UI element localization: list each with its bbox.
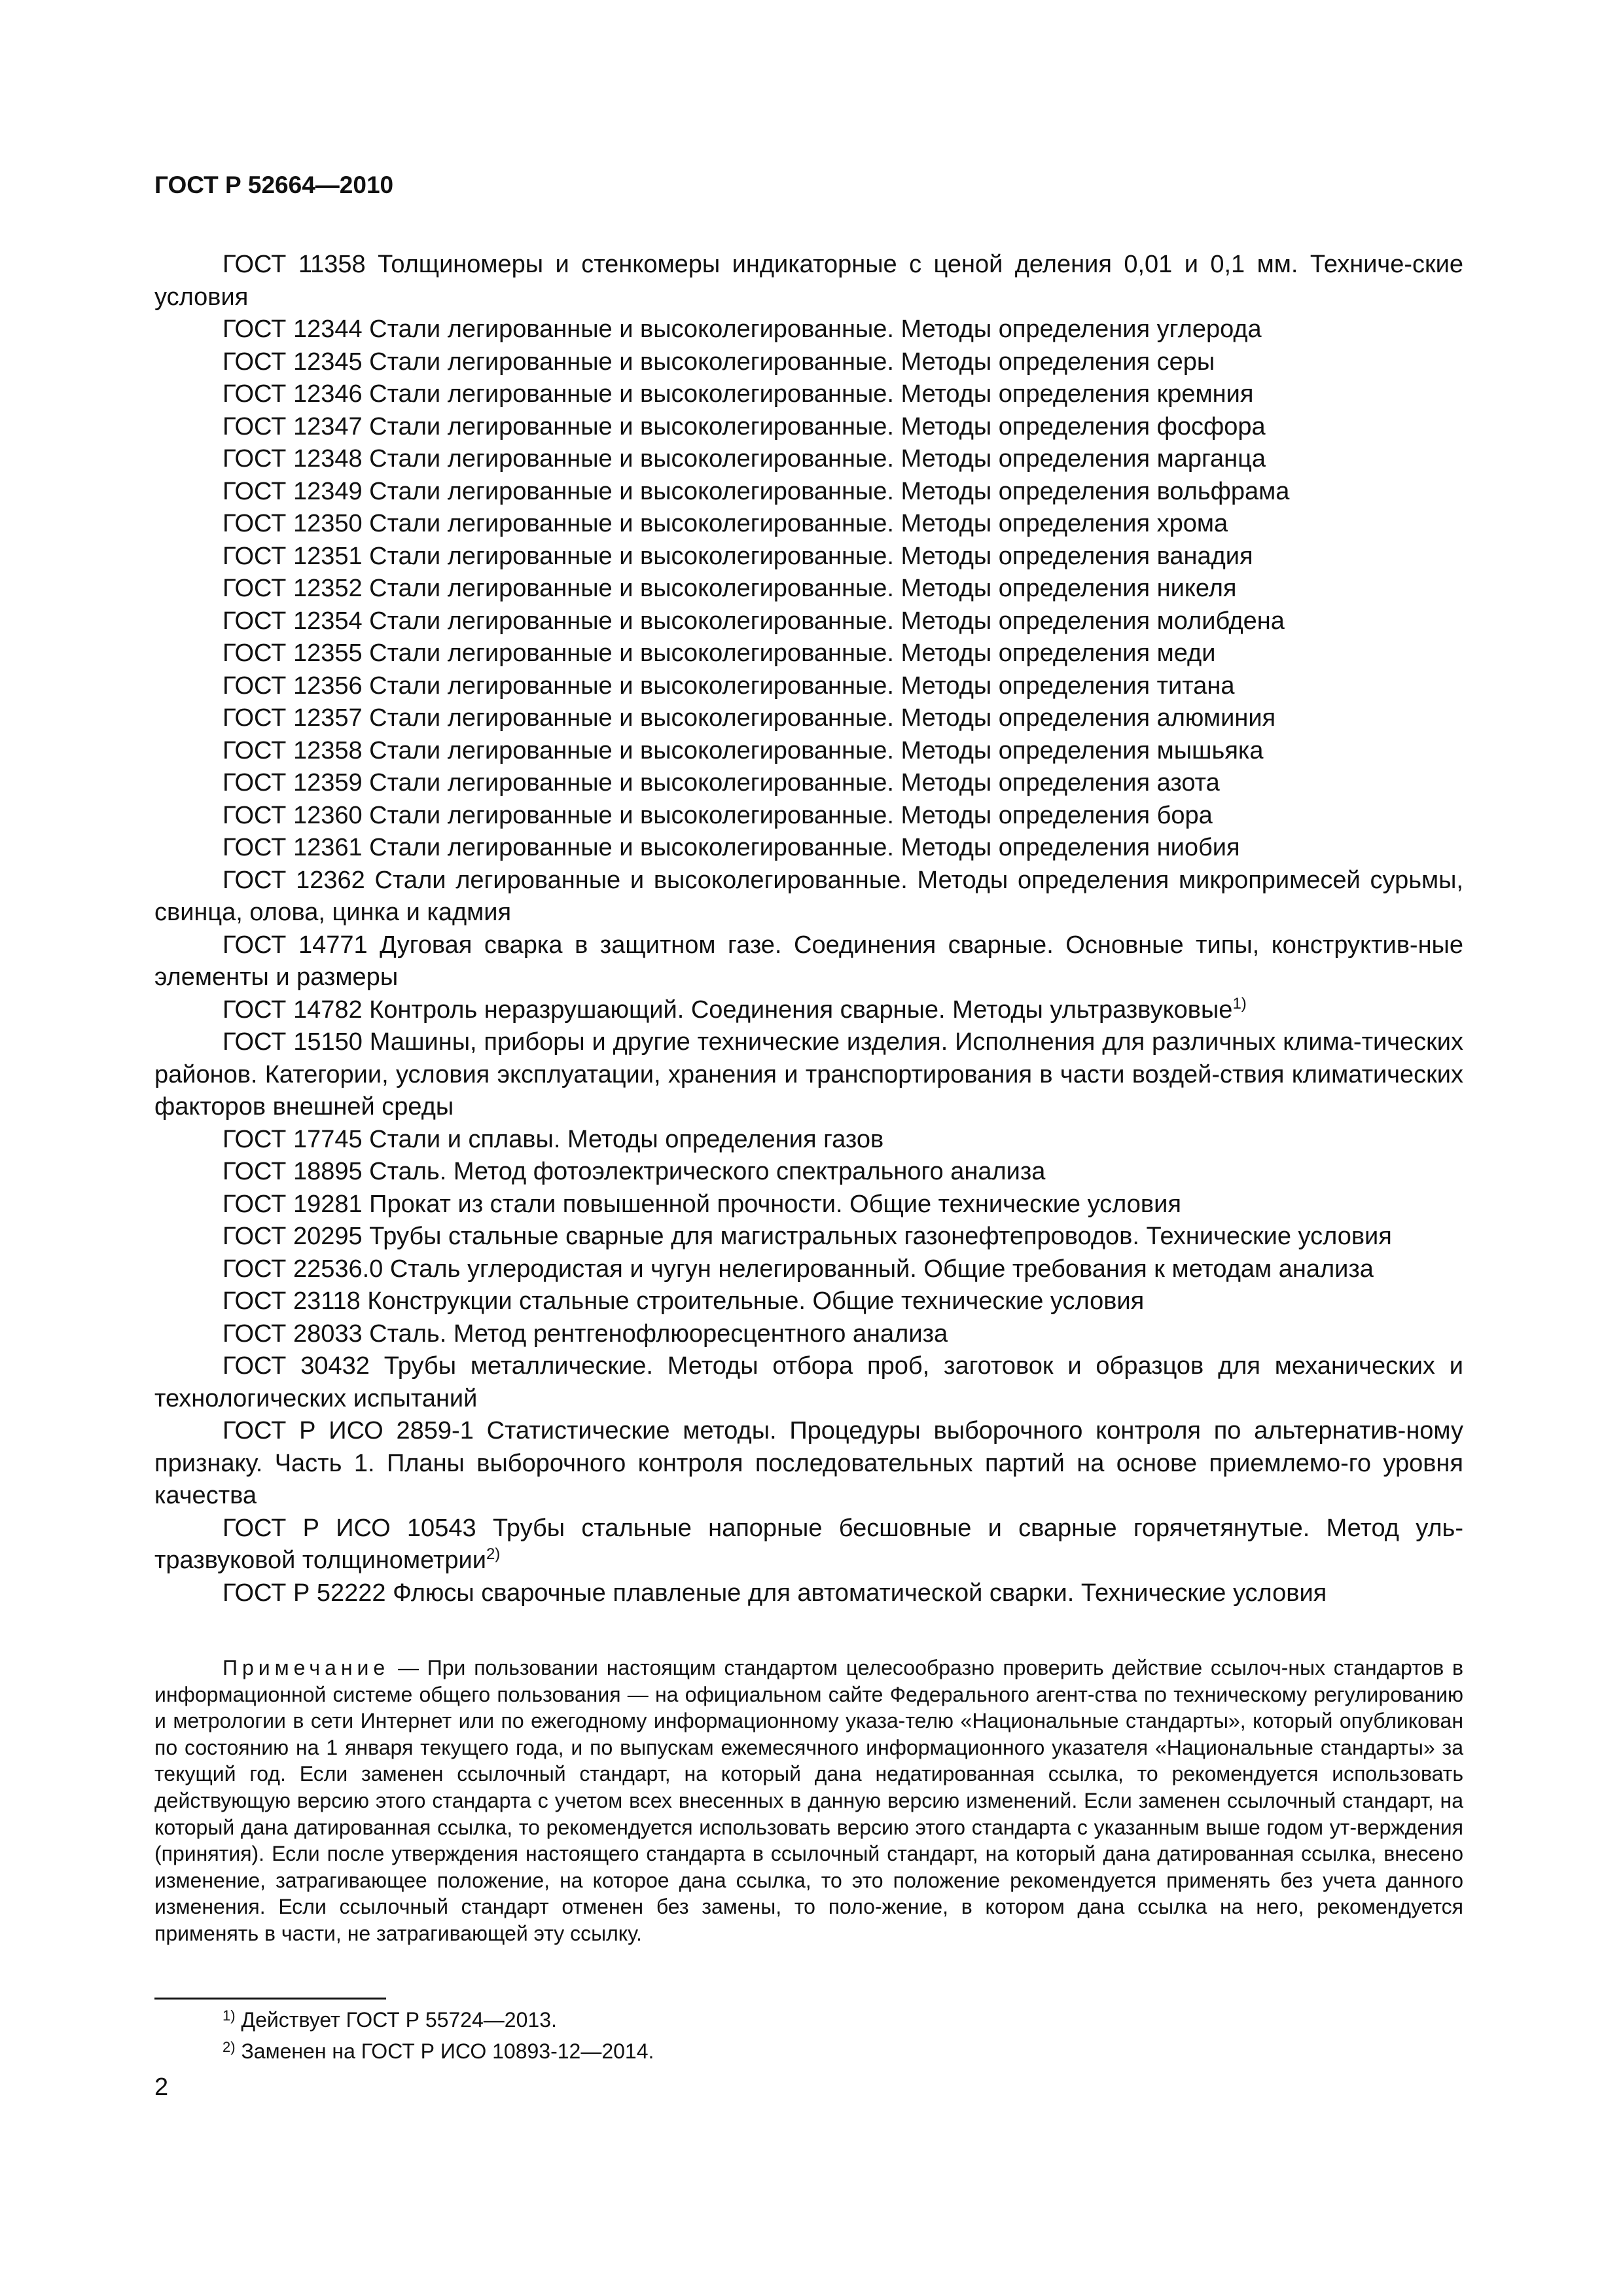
reference-item: ГОСТ 12356 Стали легированные и высоколегированные. Методы определения титана — [223, 672, 1235, 700]
reference-item: ГОСТ 12351 Стали легированные и высоколегированные. Методы определения ванадия — [223, 542, 1253, 570]
reference-item: ГОСТ 12362 Стали легированные и высоколегированные. Методы определения микропримесей сурьмы, свинца, олова, цинка и кадмия — [154, 866, 1463, 926]
reference-item: ГОСТ 17745 Стали и сплавы. Методы определения газов — [223, 1125, 884, 1153]
page-number: 2 — [154, 2073, 169, 2101]
reference-item: ГОСТ 12360 Стали легированные и высоколегированные. Методы определения бора — [223, 801, 1213, 829]
reference-item: ГОСТ 12349 Стали легированные и высоколегированные. Методы определения вольфрама — [223, 477, 1290, 505]
footnote-item: $^{1)}$ Действует ГОСТ Р 55724—2013. — [223, 2007, 557, 2032]
page-header: ГОСТ Р 52664—2010 — [154, 171, 394, 198]
reference-item: ГОСТ 28033 Сталь. Метод рентгенофлюоресцентного анализа — [223, 1319, 948, 1348]
reference-item: ГОСТ 19281 Прокат из стали повышенной прочности. Общие технические условия — [223, 1190, 1181, 1218]
reference-item: ГОСТ 12352 Стали легированные и высоколегированные. Методы определения никеля — [223, 575, 1237, 602]
footnote-divider — [154, 1998, 386, 2000]
note-label: Примечание — [223, 1656, 390, 1679]
footnote-ref-1: 1) — [1232, 994, 1247, 1013]
reference-item: ГОСТ 15150 Машины, приборы и другие технические изделия. Исполнения для различных клима-тических районов. Категории, условия эксплуатации, хранения и транспортирования в части воздей-ствия климатических факторов внешней среды — [154, 1028, 1463, 1121]
reference-item: ГОСТ 12346 Стали легированные и высоколегированные. Методы определения кремния — [223, 380, 1254, 408]
note-paragraph — [154, 1655, 1463, 1947]
reference-item: ГОСТ 11358 Толщиномеры и стенкомеры индикаторные с ценой деления 0,01 и 0,1 мм. Техниче-ские условия — [154, 251, 1463, 311]
reference-item: ГОСТ 30432 Трубы металлические. Методы отбора проб, заготовок и образцов для механических и технологических испытаний — [154, 1352, 1463, 1412]
reference-item: ГОСТ 12361 Стали легированные и высоколегированные. Методы определения ниобия — [223, 834, 1240, 861]
footnotes — [223, 2004, 654, 2067]
reference-item: ГОСТ Р 52222 Флюсы сварочные плавленые для автоматической сварки. Технические условия — [223, 1579, 1327, 1607]
normative-references-list — [154, 249, 1463, 1609]
note-text: — При пользовании настоящим стандартом целесообразно проверить действие ссылоч-ных стандартов в информационной системе общего пользования — на официальном сайте Федерального агент-ства по техническому регулированию и метрологии в сети Интернет или по ежегодному информационному указа-телю «Национальные стандарты», который опубликован по состоянию на 1 января текущего года, и по выпускам ежемесячного информационного указателя «Национальные стандарты» за текущий год. Если заменен ссылочный стандарт, на который дана недатированная ссылка, то рекомендуется использовать действующую версию этого стандарта с учетом всех внесенных в данную версию изменений. Если заменен ссылочный стандарт, на который дана датированная ссылка, то рекомендуется использовать версию этого стандарта с указанным выше годом ут-верждения (принятия). Если после утверждения настоящего стандарта в ссылочный стандарт, на который дана датированная ссылка, внесено изменение, затрагивающее положение, на которое дана ссылка, то это положение рекомендуется применять без учета данного изменения. Если ссылочный стандарт отменен без замены, то поло-жение, в котором дана ссылка на него, рекомендуется применять в части, не затрагивающей эту ссылку. — [154, 1656, 1463, 1945]
reference-item: ГОСТ Р ИСО 10543 Трубы стальные напорные бесшовные и сварные горячетянутые. Метод уль-тразвуковой толщинометрии$^{2)}$ — [154, 1514, 1463, 1574]
reference-item: ГОСТ 18895 Сталь. Метод фотоэлектрического спектрального анализа — [223, 1158, 1046, 1185]
footnote-ref-2: 2) — [486, 1545, 501, 1563]
reference-item: ГОСТ 12359 Стали легированные и высоколегированные. Методы определения азота — [223, 769, 1220, 797]
reference-item: ГОСТ 12347 Стали легированные и высоколегированные. Методы определения фосфора — [223, 412, 1266, 440]
reference-item: ГОСТ 14782 Контроль неразрушающий. Соединения сварные. Методы ультразвуковые$^{1)}$ — [223, 994, 1247, 1024]
footnote-item: $^{2)}$ Заменен на ГОСТ Р ИСО 10893-12—2014. — [223, 2039, 654, 2063]
reference-item: ГОСТ 12355 Стали легированные и высоколегированные. Методы определения меди — [223, 639, 1216, 667]
reference-item: ГОСТ 12345 Стали легированные и высоколегированные. Методы определения серы — [223, 348, 1215, 376]
reference-item: ГОСТ 23118 Конструкции стальные строительные. Общие технические условия — [223, 1287, 1145, 1315]
reference-item: ГОСТ 22536.0 Сталь углеродистая и чугун нелегированный. Общие требования к методам анализа — [223, 1255, 1374, 1283]
reference-item: ГОСТ 12358 Стали легированные и высоколегированные. Методы определения мышьяка — [223, 736, 1264, 764]
footnote-mark: 1) — [223, 2007, 236, 2024]
reference-item: ГОСТ 12354 Стали легированные и высоколегированные. Методы определения молибдена — [223, 607, 1285, 635]
reference-item: ГОСТ 12348 Стали легированные и высоколегированные. Методы определения марганца — [223, 445, 1266, 473]
reference-item: ГОСТ 20295 Трубы стальные сварные для магистральных газонефтепроводов. Технические условия — [223, 1223, 1392, 1250]
reference-item: ГОСТ Р ИСО 2859-1 Статистические методы. Процедуры выборочного контроля по альтернатив-ному признаку. Часть 1. Планы выборочного контроля последовательных партий на основе приемлемо-го уровня качества — [154, 1417, 1463, 1509]
reference-item: ГОСТ 14771 Дуговая сварка в защитном газе. Соединения сварные. Основные типы, конструктив-ные элементы и размеры — [154, 931, 1463, 991]
reference-item: ГОСТ 12344 Стали легированные и высоколегированные. Методы определения углерода — [223, 315, 1262, 343]
reference-item: ГОСТ 12350 Стали легированные и высоколегированные. Методы определения хрома — [223, 510, 1228, 537]
footnote-mark: 2) — [223, 2039, 236, 2055]
reference-item: ГОСТ 12357 Стали легированные и высоколегированные. Методы определения алюминия — [223, 704, 1276, 732]
